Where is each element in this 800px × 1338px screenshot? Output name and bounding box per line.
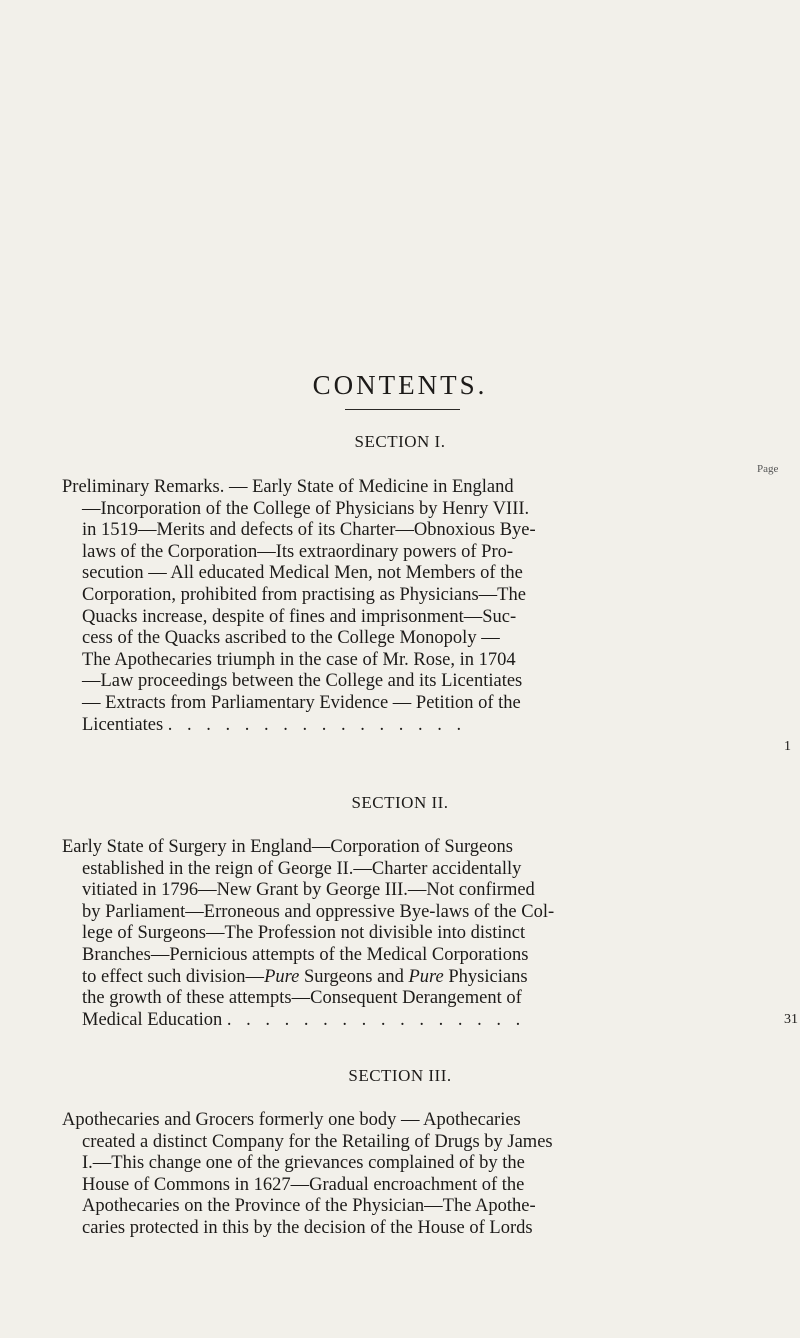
section-1-line: Quacks increase, despite of fines and imprisonment—Suc- — [82, 606, 517, 627]
section-1-line: —Law proceedings between the College and its Licentiates — [82, 671, 523, 692]
section-2-line — [62, 967, 762, 989]
section-1-line: Corporation, prohibited from practising as Physicians—The — [82, 584, 526, 605]
section-1-line: — Extracts from Parliamentary Evidence — Petition of the — [82, 692, 521, 713]
section-3-line: caries protected in this by the decision of the House of Lords — [82, 1217, 533, 1238]
section-1-summary — [62, 477, 762, 736]
page-title: CONTENTS. — [312, 370, 488, 400]
section-2-line-mid: Surgeons and — [299, 966, 409, 987]
section-3-line: Apothecaries and Grocers formerly one body — Apothecaries — [62, 1110, 521, 1130]
section-2-last-words: Medical Education — [82, 1009, 223, 1030]
section-3-summary — [62, 1110, 762, 1240]
section-2-line-start: to effect such division— — [82, 966, 265, 987]
section-3-line: created a distinct Company for the Retailing of Drugs by James — [82, 1131, 553, 1152]
dot-leaders: . . . . . . . . . . . . . . . . — [226, 1009, 526, 1030]
section-1-line: laws of the Corporation—Its extraordinary powers of Pro- — [82, 541, 514, 562]
section-2-line: lege of Surgeons—The Profession not divisible into distinct — [82, 923, 526, 944]
section-3-line: Apothecaries on the Province of the Physician—The Apothe- — [82, 1196, 536, 1217]
section-1-line: The Apothecaries triumph in the case of Mr. Rose, in 1704 — [82, 649, 516, 670]
section-2-page-number: 31 — [784, 1012, 798, 1027]
section-1-line: cess of the Quacks ascribed to the College Monopoly — — [82, 628, 500, 649]
italic-pure: Pure — [408, 966, 444, 987]
section-2-line: Early State of Surgery in England—Corporation of Surgeons — [62, 837, 513, 857]
section-2-heading: SECTION II. — [351, 793, 449, 812]
italic-pure: Pure — [264, 966, 300, 987]
dot-leaders: . . . . . . . . . . . . . . . . — [167, 714, 467, 735]
section-1-line — [62, 715, 762, 737]
title-rule — [345, 409, 460, 410]
section-1-line: secution — All educated Medical Men, not Members of the — [82, 563, 523, 584]
section-1-last-words: Licentiates — [82, 714, 164, 735]
section-1-heading: SECTION I. — [354, 432, 446, 451]
section-2-line: the growth of these attempts—Consequent Derangement of — [82, 988, 522, 1009]
section-2-line: Branches—Pernicious attempts of the Medical Corporations — [82, 944, 529, 965]
section-1-page-number: 1 — [784, 739, 791, 754]
section-3-line: I.—This change one of the grievances complained of by the — [82, 1153, 525, 1174]
section-2-line: vitiated in 1796—New Grant by George III.—Not confirmed — [82, 880, 535, 901]
section-2-line-end: Physicians — [443, 966, 528, 987]
section-3-heading: SECTION III. — [348, 1066, 452, 1085]
section-2-line — [62, 1010, 762, 1032]
section-2-line: by Parliament—Erroneous and oppressive Bye-laws of the Col- — [82, 901, 555, 922]
section-2-line: established in the reign of George II.—Charter accidentally — [82, 858, 522, 879]
section-2-summary — [62, 837, 762, 1031]
page-column-label: Page — [757, 463, 779, 475]
section-1-line: in 1519—Merits and defects of its Charter—Obnoxious Bye- — [82, 520, 536, 541]
section-1-line: —Incorporation of the College of Physicians by Henry VIII. — [82, 498, 530, 519]
section-3-line: House of Commons in 1627—Gradual encroachment of the — [82, 1174, 525, 1195]
section-1-line: Preliminary Remarks. — Early State of Medicine in England — [62, 477, 514, 497]
